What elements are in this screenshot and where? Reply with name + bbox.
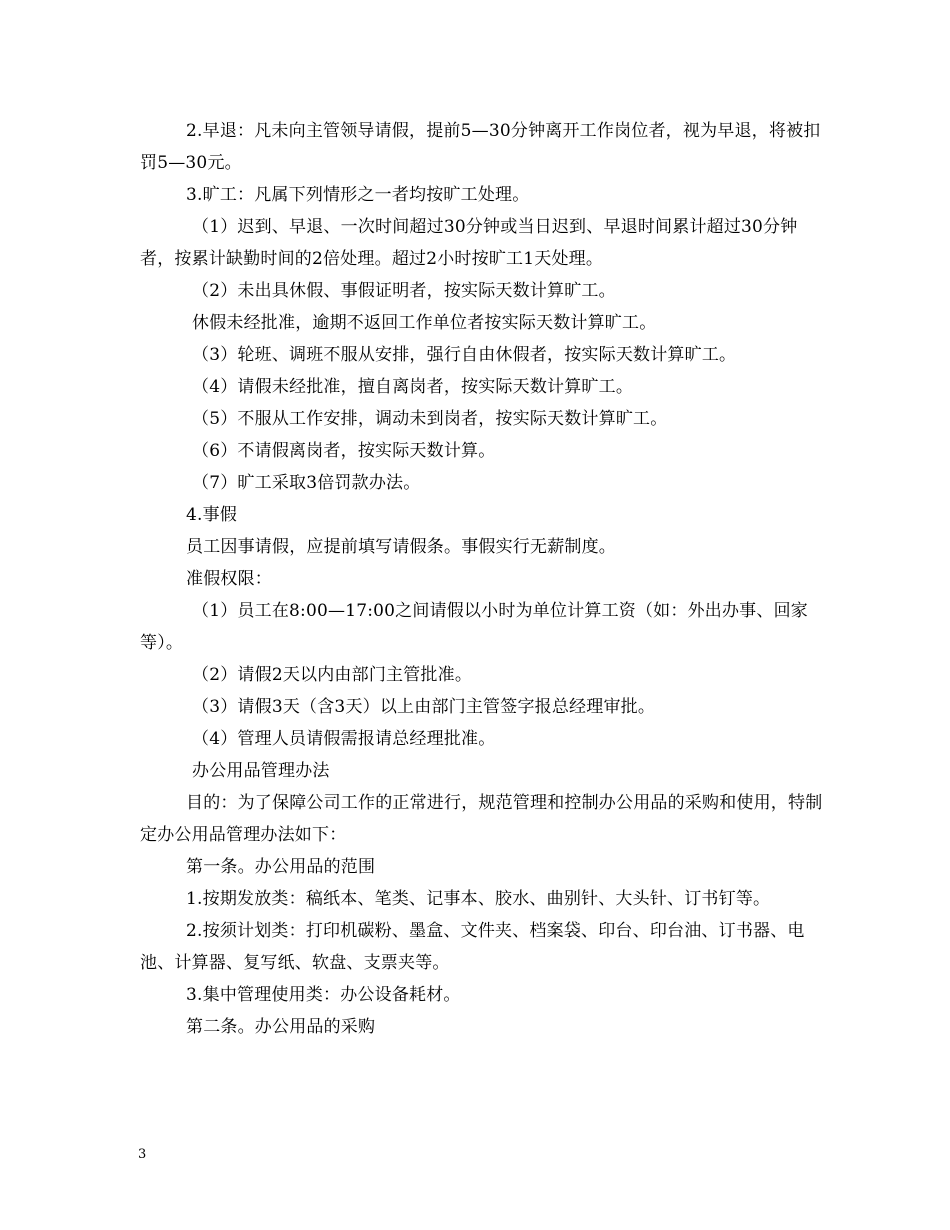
article-1-item-1: 1.按期发放类：稿纸本、笔类、记事本、胶水、曲别针、大头针、订书钉等。 <box>186 889 771 909</box>
paragraph-absence-item-6: （6）不请假离岗者，按实际天数计算。 <box>192 441 496 461</box>
paragraph-absence-item-1: （1）迟到、早退、一次时间超过30分钟或当日迟到、早退时间累计超过30分钟者，按累计缺勤时间的2倍处理。超过2小时按旷工1天处理。 <box>140 217 798 269</box>
paragraph-personal-leave-rule: 员工因事请假，应提前填写请假条。事假实行无薪制度。 <box>186 537 616 557</box>
paragraph-absence-item-3: （3）轮班、调班不服从安排，强行自由休假者，按实际天数计算旷工。 <box>192 345 737 365</box>
section-title-office-supplies: 办公用品管理办法 <box>192 761 330 781</box>
document-body <box>140 115 830 1043</box>
paragraph-absence-item-2: （2）未出具休假、事假证明者，按实际天数计算旷工。 <box>192 281 616 301</box>
paragraph-absence-note: 休假未经批准，逾期不返回工作单位者按实际天数计算旷工。 <box>192 313 657 333</box>
page-number: 3 <box>138 1147 147 1162</box>
article-2-heading: 第二条。办公用品的采购 <box>186 1017 376 1037</box>
paragraph-approval-item-1: （1）员工在8:00—17:00之间请假以小时为单位计算工资（如：外出办事、回家等）。 <box>140 601 808 653</box>
article-1-heading: 第一条。办公用品的范围 <box>186 857 376 877</box>
paragraph-approval-authority: 准假权限： <box>186 569 272 589</box>
article-1-item-3: 3.集中管理使用类：办公设备耗材。 <box>186 985 461 1005</box>
paragraph-absence-item-7: （7）旷工采取3倍罚款办法。 <box>192 473 421 493</box>
paragraph-approval-item-2: （2）请假2天以内由部门主管批准。 <box>192 665 473 685</box>
paragraph-approval-item-3: （3）请假3天（含3天）以上由部门主管签字报总经理审批。 <box>192 697 656 717</box>
paragraph-purpose: 目的：为了保障公司工作的正常进行，规范管理和控制办公用品的采购和使用，特制定办公用品管理办法如下： <box>140 793 823 845</box>
paragraph-personal-leave-heading: 4.事假 <box>186 505 238 525</box>
article-1-item-2: 2.按须计划类：打印机碳粉、墨盒、文件夹、档案袋、印台、印台油、订书器、电池、计算器、复写纸、软盘、支票夹等。 <box>140 921 805 973</box>
paragraph-absence-heading: 3.旷工：凡属下列情形之一者均按旷工处理。 <box>186 185 530 205</box>
paragraph-absence-item-4: （4）请假未经批准，擅自离岗者，按实际天数计算旷工。 <box>192 377 634 397</box>
paragraph-approval-item-4: （4）管理人员请假需报请总经理批准。 <box>192 729 496 749</box>
paragraph-absence-item-5: （5）不服从工作安排，调动未到岗者，按实际天数计算旷工。 <box>192 409 668 429</box>
paragraph-early-leave: 2.早退：凡未向主管领导请假，提前5—30分钟离开工作岗位者，视为早退，将被扣罚5—30元。 <box>140 121 821 173</box>
